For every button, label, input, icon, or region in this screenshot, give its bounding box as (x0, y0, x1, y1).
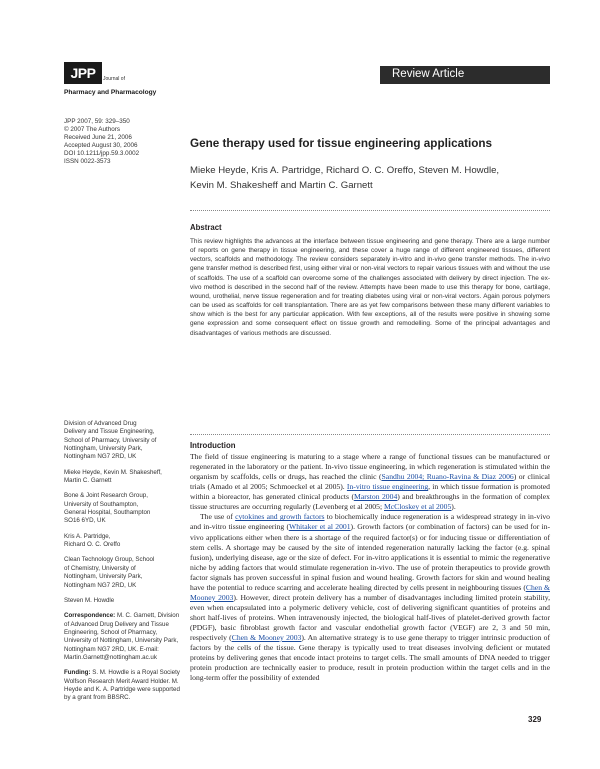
abstract-heading: Abstract (190, 223, 222, 232)
citation-link[interactable]: McCloskey et al 2005 (384, 502, 452, 512)
affiliation-block (64, 492, 184, 525)
author-list: Mieke Heyde, Kris A. Partridge, Richard O. C. Oreffo, Steven M. Howdle, Kevin M. Shakesheff and Martin C. Garnett (190, 165, 500, 191)
affiliation-line: General Hospital, Southampton (64, 509, 151, 517)
affiliation-line: Division of Advanced Drug (64, 420, 137, 427)
funding-note (64, 669, 184, 702)
journal-name: Pharmacy and Pharmacology (64, 89, 157, 96)
text-run: The field of tissue engineering is maturing to a stage where a range of functional tissues can be manufactured or regenerated in the laboratory or the patient. In-vivo tissue engineering, in which regeneration is stimulated within the organism by scaffolds, cells or drugs, has reached the clinic ( (190, 452, 550, 482)
citation-link[interactable]: Marston 2004 (354, 492, 398, 502)
text-run: ). Growth factors (or combination of factors) can be used for in-vivo applications either when there is a shortage of the required factor(s) or for inducing tissue or differentiation of stem cells. A shortage may be caused by the site of intended regeneration naturally lacking the factor (e.g. spinal fusion), underlying disease, age or the size of defect. For in-vitro applications it is essential to mimic the regenerative niche by adding factors that would stimulate regeneration in-vivo. The use of protein therapeutics to provide growth factor signals has proven successful in spinal fusion and wound healing. Growth factors for skin and wound healing have the potential to reduce scarring and accelerate healing directed by cells present in neighbouring tissues ( (190, 522, 550, 592)
citation-link[interactable]: cytokines and growth factors (235, 512, 325, 522)
citation-line: Accepted August 30, 2006 (64, 142, 138, 150)
text-run: to biochemically induce regeneration is a widespread strategy in in-vivo and in-vitro tissue engineering ( (190, 512, 550, 532)
affiliation-authors (64, 597, 184, 605)
text-run: ). An alternative strategy is to use gene therapy to trigger intrinsic production of factors by the cells of the tissue. Gene therapy is typically used to treat diseases involving deficient or mutated proteins by delivering genes that encode intact proteins to target cells. The small amounts of DNA needed to trigger protein production are technically easier to produce, result in protein production within the target cells and in the long-term offer the possibility of extended (190, 633, 550, 683)
text-run: The use of (200, 512, 236, 522)
affiliation-line: Nottingham NG7 2RD, UK (64, 581, 137, 589)
text-run: ) and breakthroughs in the formation of complex tissue structures are occurring regularly (Levenberg et al 2005; (190, 492, 550, 512)
citation-block (64, 118, 184, 167)
logo-mark: JPP (64, 62, 102, 84)
affiliation-block (64, 420, 184, 462)
text-run: , in which tissue formation is promoted within a bioreactor, has generated clinical products ( (190, 482, 550, 502)
intro-paragraph (190, 512, 550, 683)
affiliation-line: University of Southampton, (64, 500, 139, 508)
journal-logo (64, 62, 157, 102)
affiliation-line: Delivery and Tissue Engineering, (64, 428, 155, 436)
affiliation-line: of Chemistry, University of (64, 564, 136, 572)
citation-line: DOI 10.1211/jpp.59.3.0002 (64, 150, 140, 158)
affiliation-line: Nottingham, University Park, (64, 445, 143, 453)
intro-body (190, 452, 550, 683)
citation-link[interactable]: Whitaker et al 2001 (289, 522, 351, 532)
funding-label: Funding: (64, 669, 91, 677)
affiliation-line: School of Pharmacy, University of (64, 436, 157, 444)
affiliation-line: Nottingham, University Park, (64, 573, 143, 581)
article-title: Gene therapy used for tissue engineering applications (190, 137, 492, 150)
affiliation-line: Kris A. Partridge, (64, 532, 111, 540)
text-run: ). (451, 502, 456, 512)
affiliation-authors (64, 469, 184, 486)
affiliation-block (64, 556, 184, 589)
affiliation-line: Nottingham NG7 2RD, UK (64, 453, 137, 461)
citation-link[interactable]: Chen & Mooney 2003 (190, 582, 550, 602)
intro-divider (190, 434, 550, 435)
citation-line: © 2007 The Authors (64, 126, 120, 134)
affiliation-line: Steven M. Howdle (64, 596, 115, 604)
text-run: ) or clinical trials (Amado et al 2005; Schmoeckel et al 2005). (190, 472, 551, 492)
correspondence-text: M. C. Garnett, Division of Advanced Drug Delivery and Tissue Engineering, School of Pharmacy, University of Nottingham, University Park, Nottingham NG7 2RD, UK. E-mail: Martin.Garnett@nottingham.ac.uk (64, 612, 180, 661)
affiliation-sidebar (64, 420, 184, 710)
page-number: 329 (528, 715, 542, 724)
citation-link[interactable]: Sandhu 2004; Ruano-Ravina & Diaz 2006 (381, 472, 514, 482)
correspondence-note (64, 612, 184, 662)
affiliation-line: Richard O. C. Oreffo (64, 541, 121, 549)
affiliation-line: SO16 6YD, UK (64, 517, 106, 525)
affiliation-line: Bone & Joint Research Group, (64, 492, 148, 500)
abstract-text: This review highlights the advances at the interface between tissue engineering and gene therapy. There are a large number of reports on gene therapy in tissue engineering, and these cover a huge range of different engineered tissues, different vectors, scaffolds and methodology. The review considers separately in-vitro and in-vivo gene transfer methods. The in-vivo gene transfer method is described first, using either viral or non-viral vectors to repair various tissues with and without the use of scaffolds. The use of a scaffold can overcome some of the challenges associated with delivery by direct injection. The ex-vivo method is described in the second half of the review. Attempts have been made to use this therapy for bone, cartilage, wound, urothelial, nerve tissue regeneration and for treating diabetes using viral or non-viral vectors. Again porous polymers can be used as scaffolds for cell transplantation. There are as yet few comparisons between these many different variables to show which is the best for any particular application. With few exceptions, all of the results were positive in showing some gene expression and some consequent effect on tissue growth and remodelling. Some of the principal advantages and disadvantages of various methods are discussed. (190, 238, 550, 337)
section-label: Review Article (392, 68, 465, 80)
intro-paragraph (190, 452, 550, 512)
affiliation-line: Clean Technology Group, School (64, 556, 155, 564)
funding-text: S. M. Howdle is a Royal Society Wolfson Research Merit Award Holder. M. Heyde and K. A. Partridge were supported by a grant from BBSRC. (64, 669, 180, 702)
affiliation-authors (64, 533, 184, 550)
intro-heading: Introduction (190, 441, 236, 450)
affiliation-line: Mieke Heyde, Kevin M. Shakesheff, (64, 468, 162, 476)
text-run: ). However, direct protein delivery has a number of disadvantages including limited protein stability, even when encapsulated into a polymeric delivery vehicle, cost of delivering significant quantities of proteins and short half-lives of proteins. When intravenously injected, the biological half-lives of platelet-derived growth factor (PDGF), basic fibroblast growth factor and vascular endothelial growth factor (VEGF) are 2, 3 and 50 min, respectively ( (190, 592, 550, 643)
citation-link[interactable]: In-vitro tissue engineering (346, 482, 429, 492)
citation-line: Received June 21, 2006 (64, 134, 132, 142)
citation-line: ISSN 0022-3573 (64, 158, 111, 166)
section-label-bar (380, 66, 550, 84)
logo-sub: Journal of (103, 76, 125, 82)
citation-link[interactable]: Chen & Mooney 2003 (231, 633, 302, 643)
correspondence-label: Correspondence: (64, 612, 116, 620)
abstract-divider (190, 210, 550, 211)
citation-line: JPP 2007, 59: 329–350 (64, 118, 130, 125)
affiliation-line: Martin C. Garnett (64, 477, 112, 485)
